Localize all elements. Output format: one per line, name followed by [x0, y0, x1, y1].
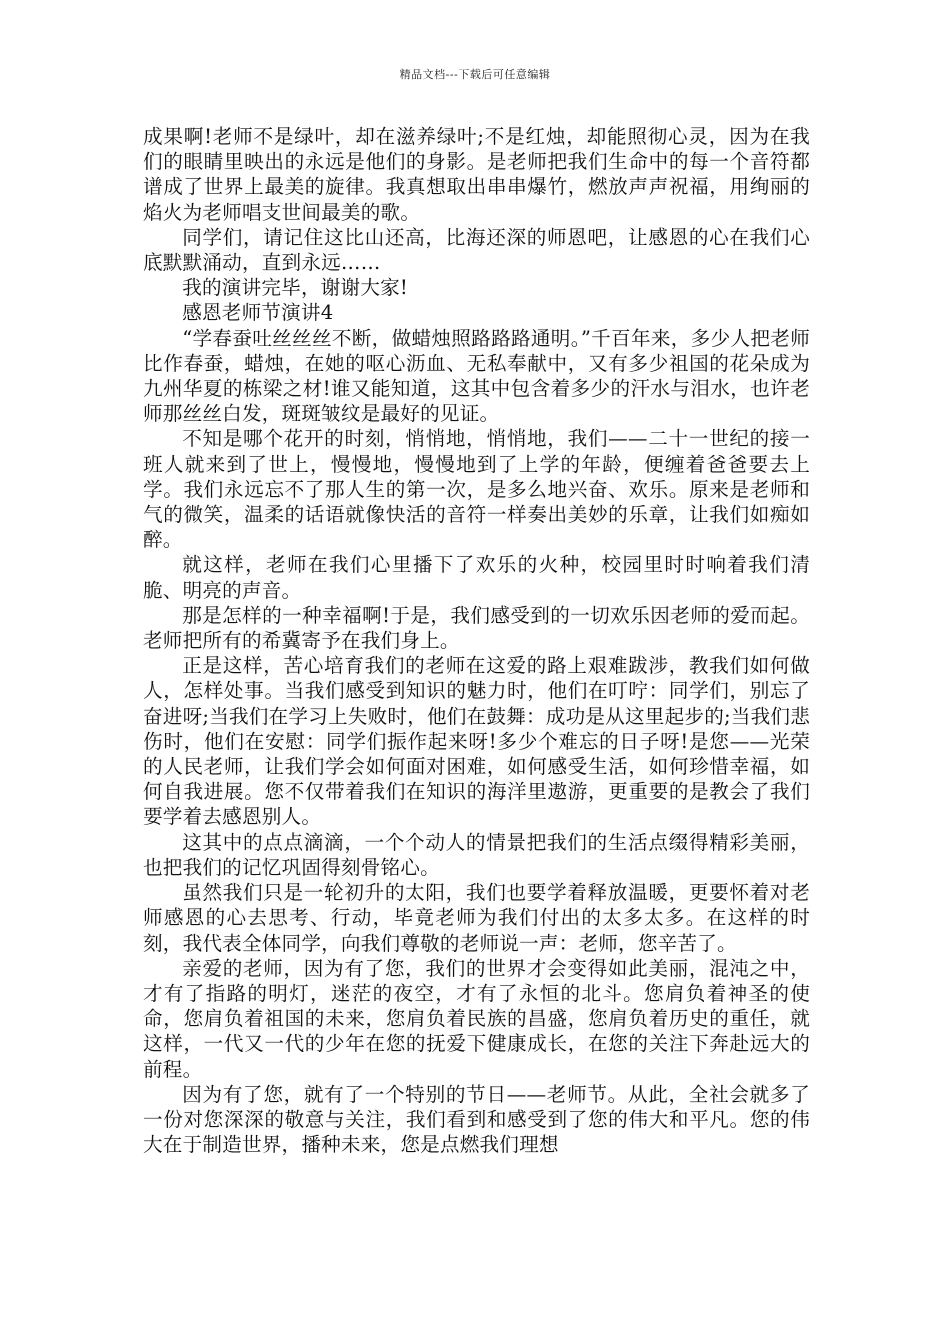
paragraph: 成果啊!老师不是绿叶，却在滋养绿叶;不是红烛，却能照彻心灵，因为在我们的眼睛里映出的永远是他们的身影。是老师把我们生命中的每一个音符都谱成了世界上最美的旋律。我真想取出串串爆竹，燃放声声祝福，用绚丽的焰火为老师唱支世间最美的歌。 [143, 125, 810, 224]
paragraph: 那是怎样的一种幸福啊!于是，我们感受到的一切欢乐因老师的爱而起。老师把所有的希冀寄予在我们身上。 [143, 603, 810, 653]
paragraph: 这其中的点点滴滴，一个个动人的情景把我们的生活点缀得精彩美丽，也把我们的记忆巩固得刻骨铭心。 [143, 830, 810, 879]
paragraph: 亲爱的老师，因为有了您，我们的世界才会变得如此美丽，混沌之中，才有了指路的明灯，迷茫的夜空，才有了永恒的北斗。您肩负着神圣的使命，您肩负着祖国的未来，您肩负着民族的昌盛，您肩负着历史的重任，就这样，一代又一代的少年在您的抚爱下健康成长，在您的关注下奔赴远大的前程。 [143, 956, 810, 1081]
paragraph: 不知是哪个花开的时刻，悄悄地，悄悄地，我们——二十一世纪的接一班人就来到了世上，慢慢地，慢慢地到了上学的年龄，便缠着爸爸要去上学。我们永远忘不了那人生的第一次，是多么地兴奋、欢乐。原来是老师和气的微笑，温柔的话语就像快活的音符一样奏出美妙的乐章，让我们如痴如醉。 [143, 427, 810, 552]
section-heading: 感恩老师节演讲4 [182, 301, 334, 325]
paragraph: 正是这样，苦心培育我们的老师在这爱的路上艰难跋涉，教我们如何做人，怎样处事。当我们感受到知识的魅力时，他们在叮咛：同学们，别忘了奋进呀;当我们在学习上失败时，他们在鼓舞：成功是从这里起步的;当我们悲伤时，他们在安慰：同学们振作起来呀!多少个难忘的日子呀!是您——光荣的人民老师，让我们学会如何面对困难，如何感受生活，如何珍惜幸福，如何自我进展。您不仅带着我们在知识的海洋里遨游，更重要的是教会了我们要学着去感恩别人。 [143, 654, 810, 829]
document-body [143, 124, 810, 1157]
page-header: 精品文档---下载后可任意编辑 [399, 68, 551, 81]
paragraph: 我的演讲完毕，谢谢大家! [182, 276, 408, 300]
paragraph: 因为有了您，就有了一个特别的节日——老师节。从此，全社会就多了一份对您深深的敬意与关注，我们看到和感受到了您的伟大和平凡。您的伟大在于制造世界，播种未来，您是点燃我们理想 [143, 1082, 810, 1157]
paragraph: 就这样，老师在我们心里播下了欢乐的火种，校园里时时响着我们清脆、明亮的声音。 [143, 553, 810, 602]
paragraph: “学春蚕吐丝丝丝不断，做蜡烛照路路路通明。”千百年来，多少人把老师比作春蚕，蜡烛，在她的呕心沥血、无私奉献中，又有多少祖国的花朵成为九州华夏的栋梁之材!谁又能知道，这其中包含着多少的汗水与泪水，也许老师那丝丝白发，斑斑皱纹是最好的见证。 [143, 326, 810, 426]
paragraph: 虽然我们只是一轮初升的太阳，我们也要学着释放温暖，更要怀着对老师感恩的心去思考、行动，毕竟老师为我们付出的太多太多。在这样的时刻，我代表全体同学，向我们尊敬的老师说一声：老师，您辛苦了。 [143, 881, 810, 955]
paragraph: 同学们，请记住这比山还高，比海还深的师恩吧，让感恩的心在我们心底默默涌动，直到永远…… [143, 225, 810, 275]
